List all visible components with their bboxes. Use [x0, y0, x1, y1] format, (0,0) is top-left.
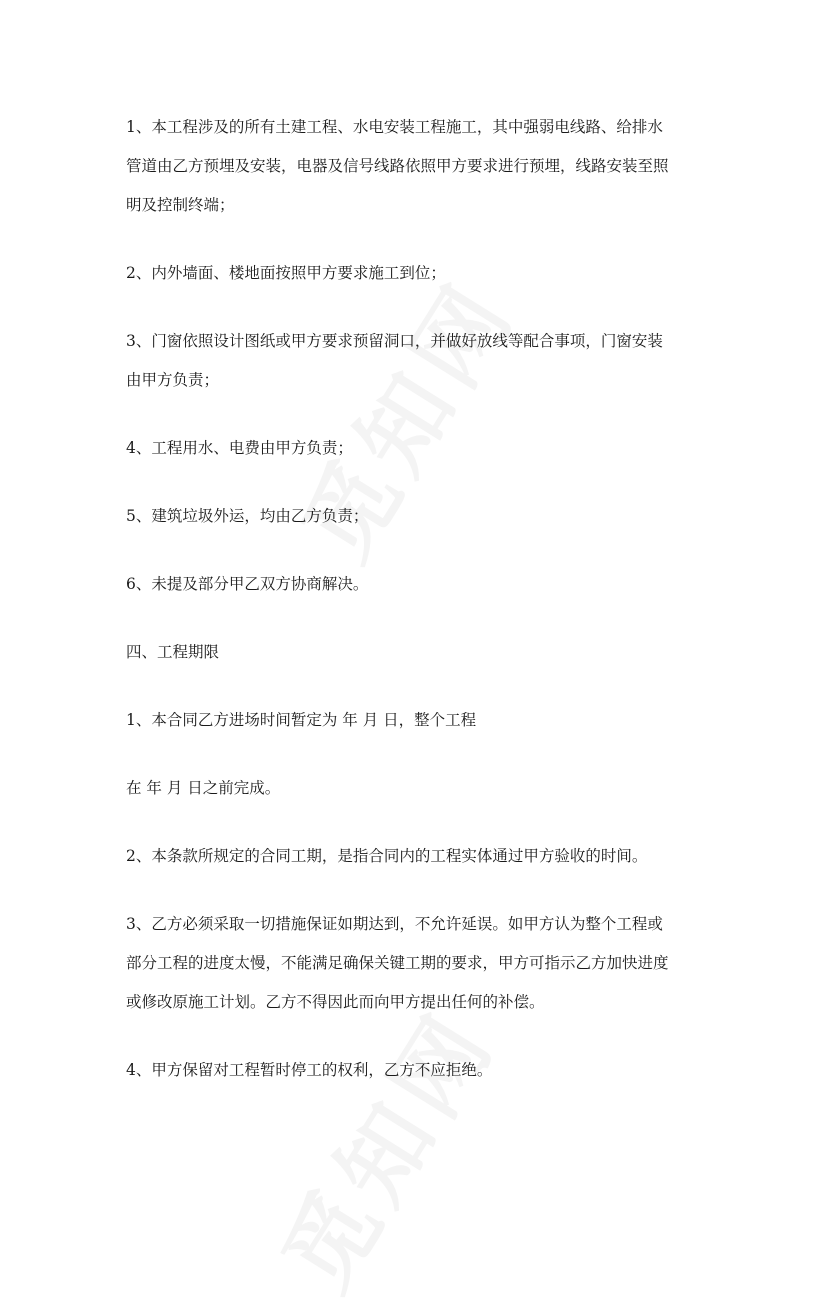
term3-line3: 或修改原施工计划。乙方不得因此而向甲方提出任何的补偿。 — [126, 993, 545, 1011]
item1-line3: 明及控制终端； — [126, 196, 235, 214]
term1-line1: 1、本合同乙方进场时间暂定为 年 月 日，整个工程 — [126, 711, 477, 729]
item1-line2: 管道由乙方预埋及安装，电器及信号线路依照甲方要求进行预埋，线路安装至照 — [126, 157, 669, 175]
item2: 2、内外墙面、楼地面按照甲方要求施工到位； — [126, 264, 446, 282]
section-heading: 四、工程期限 — [126, 643, 220, 661]
term2: 2、本条款所规定的合同工期，是指合同内的工程实体通过甲方验收的时间。 — [126, 847, 648, 865]
item5: 5、建筑垃圾外运，均由乙方负责； — [126, 507, 369, 525]
term1-line2: 在 年 月 日之前完成。 — [126, 779, 281, 797]
item1-line1: 1、本工程涉及的所有土建工程、水电安装工程施工，其中强弱电线路、给排水 — [126, 118, 663, 136]
item3-line1: 3、门窗依照设计图纸或甲方要求预留洞口，并做好放线等配合事项，门窗安装 — [126, 332, 663, 350]
item3-line2: 由甲方负责； — [126, 371, 220, 389]
term3-line2: 部分工程的进度太慢，不能满足确保关键工期的要求，甲方可指示乙方加快进度 — [126, 954, 669, 972]
term4: 4、甲方保留对工程暂时停工的权利，乙方不应拒绝。 — [126, 1061, 493, 1079]
term3-line1: 3、乙方必须采取一切措施保证如期达到，不允许延误。如甲方认为整个工程或 — [126, 915, 663, 933]
document-body — [126, 108, 716, 1090]
item4: 4、工程用水、电费由甲方负责； — [126, 439, 353, 457]
item6: 6、未提及部分甲乙双方协商解决。 — [126, 575, 369, 593]
